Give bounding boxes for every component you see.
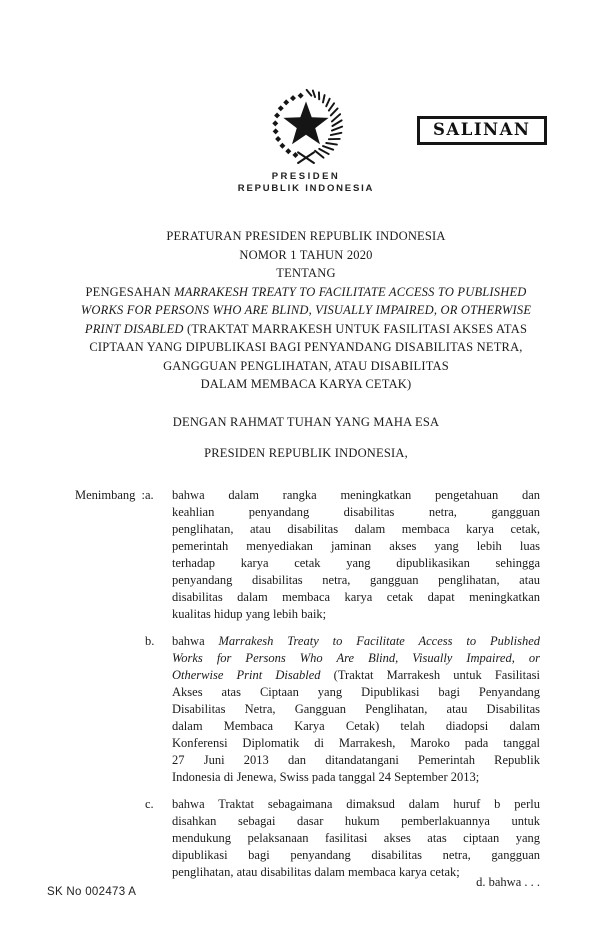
text-segment: bahwa (172, 633, 219, 648)
considering-section (60, 487, 552, 881)
text-segment: disabilitas dalam membaca karya cetak dapat meningkatkan (172, 589, 540, 604)
text-segment: DALAM MEMBACA KARYA CETAK) (200, 377, 412, 391)
text-line (172, 487, 540, 504)
text-line (172, 633, 540, 650)
item-marker: c. (145, 796, 154, 811)
catchword-next-page: d. bahwa . . . (476, 875, 540, 889)
text-segment: pemerintah menyediakan jaminan akses yang lebih luas (172, 538, 540, 553)
text-segment: Disabilitas Netra, Gangguan Penglihatan, atau Disabilitas (172, 701, 540, 716)
seal-caption (186, 171, 426, 194)
text-segment: bahwa dalam rangka meningkatkan pengetahuan dan (172, 487, 540, 502)
italic-text-segment: MARRAKESH TREATY TO FACILITATE ACCESS TO PUBLISHED (174, 284, 527, 299)
italic-text-segment: Works for Persons Who Are Blind, Visually Impaired, or (172, 650, 540, 665)
regulation-number-line: NOMOR 1 TAHUN 2020 (239, 247, 373, 262)
text-segment: penyandang disabilitas netra, gangguan penglihatan, atau (172, 572, 540, 587)
considering-colon: : (141, 487, 145, 502)
text-line (172, 847, 540, 864)
document-body (60, 227, 552, 881)
item-text (172, 633, 540, 786)
text-line (172, 555, 540, 572)
text-line (172, 667, 540, 684)
italic-text-segment: WORKS FOR PERSONS WHO ARE BLIND, VISUALLY IMPAIRED, OR OTHERWISE (80, 303, 532, 317)
considering-label: Menimbang (75, 487, 136, 502)
text-line (172, 718, 540, 735)
text-segment: Akses atas Ciptaan yang Dipublikasi bagi Penyandang (172, 684, 540, 699)
italic-text-segment: Marrakesh Treaty to Facilitate Access to Published (218, 633, 540, 648)
text-segment: (TRAKTAT MARRAKESH UNTUK FASILITASI AKSES ATAS (186, 321, 528, 336)
text-line (60, 357, 552, 376)
text-line (172, 830, 540, 847)
text-line (60, 301, 552, 320)
text-line (172, 701, 540, 718)
text-segment: terhadap karya cetak yang dipublikasikan sehingga (172, 555, 540, 570)
text-segment: bahwa Traktat sebagaimana dimaksud dalam huruf b perlu (172, 796, 540, 811)
text-line (172, 752, 540, 769)
sk-document-number: SK No 002473 A (47, 886, 137, 898)
presidential-seal (186, 84, 426, 194)
text-segment: PENGESAHAN (85, 284, 175, 299)
tentang-line: TENTANG (276, 266, 336, 280)
text-line (60, 320, 552, 339)
text-segment: penglihatan, atau disabilitas dalam membaca karya cetak, (172, 521, 540, 536)
italic-text-segment: Otherwise Print Disabled (172, 667, 334, 682)
text-segment: keahlian penyandang disabilitas netra, gangguan (172, 504, 540, 519)
text-line (60, 283, 552, 302)
text-segment: Indonesia di Jenewa, Swiss pada tanggal 24 September 2013; (172, 769, 480, 784)
text-line (172, 521, 540, 538)
text-segment: kualitas hidup yang lebih baik; (172, 606, 327, 621)
text-line (60, 375, 552, 394)
salinan-stamp-label: SALINAN (433, 120, 531, 139)
text-segment: disahkan sebagai dasar hukum pemberlakuannya untuk (172, 813, 540, 828)
text-segment: penglihatan, atau disabilitas dalam membaca karya cetak; (172, 864, 460, 879)
text-segment: dipublikasi bagi penyandang disabilitas netra, gangguan (172, 847, 540, 862)
text-line (172, 538, 540, 555)
item-marker: b. (145, 633, 155, 648)
text-line (172, 650, 540, 667)
text-line (172, 504, 540, 521)
considering-item-b (145, 633, 540, 786)
seal-caption-presiden: PRESIDEN (271, 171, 341, 182)
text-line (172, 796, 540, 813)
text-line (172, 589, 540, 606)
italic-text-segment: PRINT DISABLED (84, 321, 187, 336)
considering-item-c (145, 796, 540, 881)
text-line (172, 684, 540, 701)
invocation-line: DENGAN RAHMAT TUHAN YANG MAHA ESA (172, 414, 440, 429)
considering-items (145, 487, 540, 881)
text-segment: 27 Juni 2013 dan ditandatangani Pemerintah Republik (172, 752, 540, 767)
text-segment: mendukung pelaksanaan fasilitasi akses atas ciptaan yang (172, 830, 540, 845)
regulation-subject (60, 283, 552, 394)
text-segment: dalam Membaca Karya Cetak) telah diadopsi dalam (172, 718, 540, 733)
item-text (172, 487, 540, 623)
text-segment: (Traktat Marrakesh untuk Fasilitasi (333, 667, 540, 682)
item-text (172, 796, 540, 881)
text-line (172, 735, 540, 752)
presidential-seal-star-wreath-icon (262, 84, 350, 168)
text-line (172, 572, 540, 589)
text-line (172, 606, 540, 623)
enacting-authority-line: PRESIDEN REPUBLIK INDONESIA, (204, 446, 408, 460)
salinan-copy-stamp (417, 116, 547, 145)
considering-label-column (60, 487, 145, 881)
text-line (172, 813, 540, 830)
regulation-title-line: PERATURAN PRESIDEN REPUBLIK INDONESIA (166, 229, 446, 243)
considering-item-a (145, 487, 540, 623)
text-segment: Konferensi Diplomatik di Marrakesh, Maroko pada tanggal (172, 735, 540, 750)
text-line (172, 769, 540, 786)
text-line (60, 338, 552, 357)
seal-caption-republik-indonesia: REPUBLIK INDONESIA (237, 183, 375, 194)
text-segment: GANGGUAN PENGLIHATAN, ATAU DISABILITAS (163, 358, 449, 373)
text-segment: CIPTAAN YANG DIPUBLIKASI BAGI PENYANDANG DISABILITAS NETRA, (89, 340, 523, 354)
item-marker: a. (145, 487, 154, 502)
